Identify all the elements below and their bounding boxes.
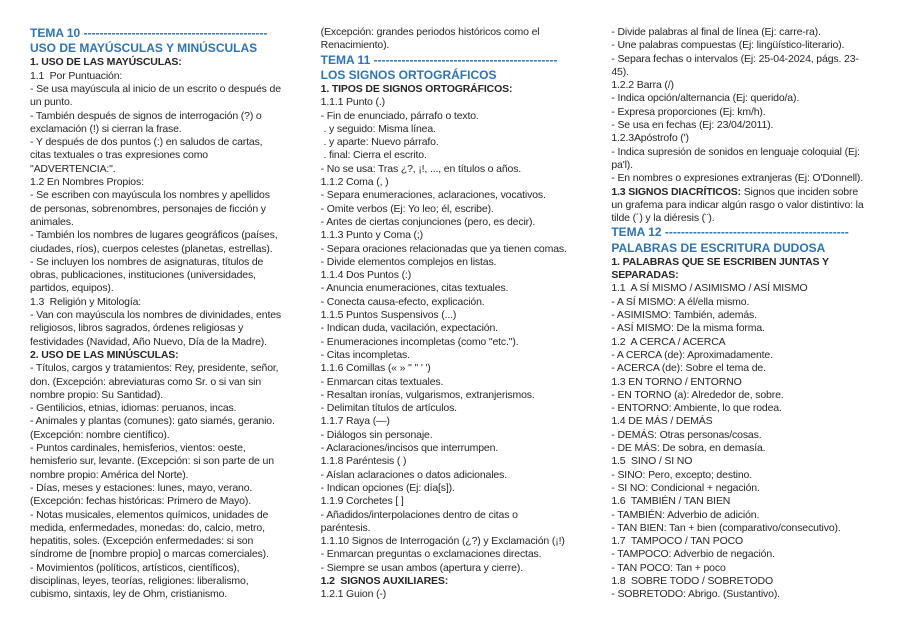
text-line: - Movimientos (políticos, artísticos, científicos),: [30, 561, 240, 574]
text-line: - Se usa mayúscula al inicio de un escrito o después de: [30, 83, 281, 95]
text-line: - Indican duda, vacilación, expectación.: [320, 322, 498, 335]
text-line: - SINO: Pero, excepto; destino.: [611, 468, 753, 481]
text-line: hepatitis, soles. (Excepción enfermedades: si son: [30, 535, 254, 548]
text-line: 1. USO DE LAS MAYÚSCULAS:: [30, 56, 182, 69]
text-line: 1.4 DE MÁS / DEMÁS: [611, 415, 713, 428]
text-line: ciudades, ríos), cuerpos celestes (planetas, estrellas).: [30, 242, 273, 255]
text-line: . final: Cierra el escrito.: [320, 149, 427, 162]
text-line: de personas, sobrenombres, personajes de ficción y: [30, 202, 266, 215]
text-line: animales.: [30, 215, 74, 228]
text-line: 1.1.5 Puntos Suspensivos (...): [320, 309, 457, 322]
text-line: - ASIMISMO: También, además.: [611, 309, 757, 322]
text-line: - Resaltan ironías, vulgarismos, extranjerismos.: [320, 388, 535, 401]
text-line: 1.1 A SÍ MISMO / ASIMISMO / ASÍ MISMO: [611, 282, 808, 295]
text-line: USO DE MAYÚSCULAS Y MINÚSCULAS: [30, 41, 258, 56]
text-line: 1.8 SOBRE TODO / SOBRETODO: [611, 574, 774, 587]
text-line: - Expresa proporciones (Ej: km/h).: [611, 105, 766, 118]
text-line: - Antes de ciertas conjunciones (pero, es decir).: [320, 215, 536, 228]
text-line: - TAMBIÉN: Adverbio de adición.: [611, 508, 760, 521]
text-line: 1.2.1 Guion (-): [320, 588, 387, 601]
text-line: TEMA 10 ----------------------------------------------: [30, 26, 268, 40]
text-line: síndrome de [nombre propio] o marcas comerciales).: [30, 548, 269, 561]
text-line: (Excepción: fechas históricas: Primero de Mayo).: [30, 495, 251, 508]
text-line: - Divide elementos complejos en listas.: [320, 255, 497, 268]
text-line: 1. PALABRAS QUE SE ESCRIBEN JUNTAS Y: [611, 255, 829, 268]
text-line: 1.1 Por Puntuación:: [30, 69, 123, 82]
text-line: 1.2.3Apóstrofo ('): [611, 132, 689, 145]
text-line: 1.6 TAMBIÉN / TAN BIEN: [611, 495, 731, 508]
text-line: un grafema para indicar algún rasgo o valor distintivo: la: [611, 198, 864, 211]
text-line: PALABRAS DE ESCRITURA DUDOSA: [611, 240, 826, 255]
text-line: - Delimitan títulos de artículos.: [320, 402, 457, 415]
text-line: - Se escriben con mayúscula los nombres y apellidos: [30, 189, 270, 202]
text-line: - Se usa en fechas (Ej: 23/04/2011).: [611, 119, 774, 132]
text-column: [321, 26, 601, 640]
text-line: Renacimiento).: [320, 39, 390, 52]
text-line: 1.7 TAMPOCO / TAN POCO: [611, 535, 744, 548]
text-line: - También los nombres de lugares geográficos (países,: [30, 229, 278, 242]
text-line: - Anuncia enumeraciones, citas textuales.: [320, 282, 509, 295]
text-line: exclamación (!) si cierran la frase.: [30, 122, 182, 135]
text-line: 1.1.3 Punto y Coma (;): [320, 229, 424, 242]
text-line: - TAN POCO: Tan + poco: [611, 561, 726, 574]
text-line: - Se incluyen los nombres de asignaturas, títulos de: [30, 255, 264, 268]
text-line: 1.2 En Nombres Propios:: [30, 176, 144, 189]
text-line: - A SÍ MISMO: A él/ella mismo.: [611, 295, 750, 308]
text-line: tilde (´) y la diéresis (¨).: [611, 212, 715, 225]
text-line: - En nombres o expresiones extranjeras (Ej: O'Donnell).: [611, 172, 864, 185]
text-line: 2. USO DE LAS MINÚSCULAS:: [30, 348, 179, 361]
text-line: - Enmarcan preguntas o exclamaciones directas.: [320, 548, 542, 561]
text-line: 1.1.10 Signos de Interrogación (¿?) y Exclamación (¡!): [320, 535, 565, 548]
text-line: 45).: [611, 65, 629, 78]
text-line: SEPARADAS:: [611, 269, 679, 282]
text-line: - DE MÁS: De sobra, en demasía.: [611, 442, 766, 455]
text-line: - Aclaraciones/incisos que interrumpen.: [320, 442, 499, 455]
text-line: - Omite verbos (Ej: Yo leo; él, escribe).: [320, 202, 494, 215]
text-column: [30, 26, 310, 640]
text-line: . y seguido: Misma línea.: [320, 122, 436, 135]
text-line: - Citas incompletas.: [320, 348, 410, 361]
text-line: - Y después de dos puntos (:) en saludos de cartas,: [30, 136, 263, 149]
text-line: 1.1.8 Paréntesis ( ): [320, 455, 407, 468]
text-line: 1.2 SIGNOS AUXILIARES:: [320, 574, 449, 587]
text-line: - Gentilicios, etnias, idiomas: peruanos, incas.: [30, 402, 237, 415]
text-line: - EN TORNO (a): Alrededor de, sobre.: [611, 388, 784, 401]
text-line: 1.1.9 Corchetes [ ]: [320, 495, 404, 508]
text-line: partidos, equipos).: [30, 282, 114, 295]
text-line: - Divide palabras al final de línea (Ej: carre-ra).: [611, 26, 821, 38]
text-line: "ADVERTENCIA:".: [30, 162, 116, 175]
text-line: - Conecta causa-efecto, explicación.: [320, 295, 485, 308]
text-line: - No se usa: Tras ¿?, ¡!, ..., en títulos o años.: [320, 162, 522, 175]
text-line: - Enumeraciones incompletas (como "etc.").: [320, 335, 519, 348]
text-line: (Excepción: nombre científico).: [30, 428, 170, 441]
text-line: - ACERCA (de): Sobre el tema de.: [611, 362, 766, 375]
text-line: TEMA 11 ----------------------------------------------: [320, 52, 558, 67]
text-line: - Une palabras compuestas (Ej: lingüístico-literario).: [611, 39, 845, 52]
text-line: - DEMÁS: Otras personas/cosas.: [611, 428, 762, 441]
text-line: - Aíslan aclaraciones o datos adicionales.: [320, 468, 507, 481]
text-line: 1.1.4 Dos Puntos (:): [320, 269, 412, 282]
text-line: 1.3 SIGNOS DIACRÍTICOS: Signos que inciden sobre: [611, 185, 859, 198]
text-line: nombre propio: América del Norte).: [30, 468, 189, 481]
text-line: 1.3 EN TORNO / ENTORNO: [611, 375, 742, 388]
text-line: 1.1.2 Coma (, ): [320, 176, 389, 189]
text-line: 1.2.2 Barra (/): [611, 79, 674, 92]
text-line: - Títulos, cargos y tratamientos: Rey, presidente, señor,: [30, 362, 279, 375]
text-line: un punto.: [30, 96, 73, 109]
text-line: - SOBRETODO: Abrigo. (Sustantivo).: [611, 588, 780, 601]
text-line: - Indica supresión de sonidos en lenguaje coloquial (Ej:: [611, 145, 860, 158]
text-line: paréntesis.: [320, 521, 371, 534]
text-line: don. (Excepción: abreviaturas como Sr. o si van sin: [30, 375, 262, 388]
text-line: TEMA 12 ----------------------------------------------: [611, 225, 849, 240]
text-line: pa'l).: [611, 158, 633, 171]
text-line: medida, enfermedades, monedas: do, calcio, metro,: [30, 521, 265, 534]
text-line: - Indica opción/alternancia (Ej: querido/a).: [611, 92, 800, 105]
text-line: cubismo, sintaxis, ley de Ohm, cristianismo.: [30, 588, 228, 601]
text-line: - SI NO: Condicional + negación.: [611, 481, 760, 494]
text-line: - Notas musicales, elementos químicos, unidades de: [30, 508, 269, 521]
text-line: - Siempre se usan ambos (apertura y cierre).: [320, 561, 523, 574]
text-line: - Días, meses y estaciones: lunes, mayo, verano.: [30, 481, 253, 494]
text-line: 1.3 Religión y Mitología:: [30, 295, 142, 308]
text-line: - Indican opciones (Ej: día[s]).: [320, 481, 455, 494]
text-line: - Separa enumeraciones, aclaraciones, vocativos.: [320, 189, 546, 202]
text-line: - Separa oraciones relacionadas que ya tienen comas.: [320, 242, 567, 255]
text-line: - ENTORNO: Ambiente, lo que rodea.: [611, 402, 782, 415]
text-line: 1.1.7 Raya (—): [320, 415, 390, 428]
bold-run: 1.3 SIGNOS DIACRÍTICOS:: [611, 185, 741, 198]
text-line: - Diálogos sin personaje.: [320, 428, 433, 441]
text-line: - Separa fechas o intervalos (Ej: 25-04-2024, págs. 23-: [611, 52, 859, 65]
text-line: citas textuales o tras expresiones como: [30, 149, 208, 162]
text-line: 1.2 A CERCA / ACERCA: [611, 335, 726, 348]
text-line: 1.1.1 Punto (.): [320, 96, 385, 109]
text-line: hemisferio sur, levante. (Excepción: si son parte de un: [30, 455, 274, 468]
text-line: - TAMPOCO: Adverbio de negación.: [611, 548, 775, 561]
text-line: - Añadidos/interpolaciones dentro de citas o: [320, 508, 518, 521]
text-line: 1. TIPOS DE SIGNOS ORTOGRÁFICOS:: [320, 83, 513, 95]
text-line: - Puntos cardinales, hemisferios, vientos: oeste,: [30, 442, 246, 455]
text-line: festividades (Navidad, Año Nuevo, Día de la Madre).: [30, 335, 267, 348]
text-line: religiosos, libros sagrados, órdenes religiosas y: [30, 322, 244, 335]
text-line: - Enmarcan citas textuales.: [320, 375, 444, 388]
text-line: LOS SIGNOS ORTOGRÁFICOS: [320, 67, 497, 82]
text-line: - A CERCA (de): Aproximadamente.: [611, 348, 773, 361]
text-line: . y aparte: Nuevo párrafo.: [320, 136, 439, 149]
text-line: - Van con mayúscula los nombres de divinidades, entes: [30, 309, 281, 322]
text-line: - ASÍ MISMO: De la misma forma.: [611, 322, 765, 335]
text-line: - También después de signos de interrogación (?) o: [30, 109, 262, 122]
text-line: 1.5 SINO / SI NO: [611, 455, 693, 468]
text-line: - Animales y plantas (comunes): gato siamés, geranio.: [30, 415, 275, 428]
text-column: [611, 26, 891, 640]
text-line: - TAN BIEN: Tan + bien (comparativo/consecutivo).: [611, 521, 841, 534]
text-line: 1.1.6 Comillas (« » " " ' '): [320, 362, 431, 375]
text-line: - Fin de enunciado, párrafo o texto.: [320, 109, 479, 122]
text-line: obras, publicaciones, instituciones (universidades,: [30, 269, 256, 282]
text-line: nombre propio: Su Santidad).: [30, 388, 163, 401]
text-line: (Excepción: grandes periodos históricos como el: [320, 26, 540, 38]
text-line: disciplinas, leyes, teorías, religiones: liberalismo,: [30, 574, 249, 587]
